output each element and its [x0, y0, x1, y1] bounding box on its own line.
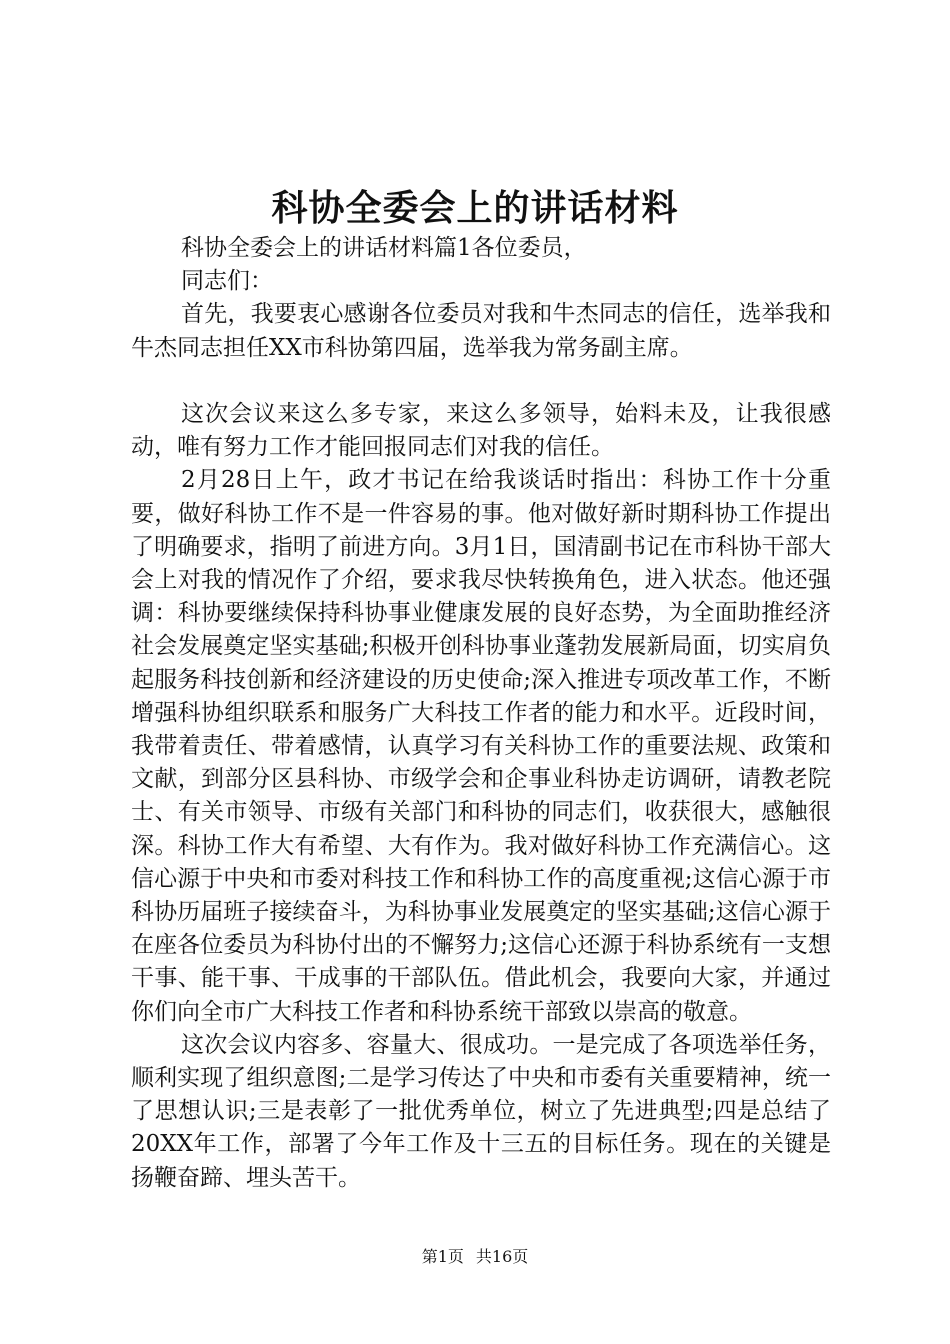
document-title: 科协全委会上的讲话材料 — [271, 187, 679, 229]
document-body — [131, 232, 831, 1195]
paragraph-instructions: 2月28日上午，政才书记在给我谈话时指出：科协工作十分重要，做好科协工作不是一件容易的事。他对做好新时期科协工作提出了明确要求，指明了前进方向。3月1日，国清副书记在市科协干部大会上对我的情况作了介绍，要求我尽快转换角色，进入状态。他还强调：科协要继续保持科协事业健康发展的良好态势，为全面助推经济社会发展奠定坚实基础;积极开创科协事业蓬勃发展新局面，切实肩负起服务科技创新和经济建设的历史使命;深入推进专项改革工作，不断增强科协组织联系和服务广大科技工作者的能力和水平。近段时间，我带着责任、带着感情，认真学习有关科协工作的重要法规、政策和文献，到部分区县科协、市级学会和企事业科协走访调研，请教老院士、有关市领导、市级有关部门和科协的同志们，收获很大，感触很深。科协工作大有希望、大有作为。我对做好科协工作充满信心。这信心源于中央和市委对科技工作和科协工作的高度重视;这信心源于市科协历届班子接续奋斗，为科协事业发展奠定的坚实基础;这信心源于在座各位委员为科协付出的不懈努力;这信心还源于科协系统有一支想干事、能干事、干成事的干部队伍。借此机会，我要向大家，并通过你们向全市广大科技工作者和科协系统干部致以崇高的敬意。 — [131, 467, 831, 1025]
paragraph-salutation: 同志们： — [181, 268, 273, 295]
paragraph-meeting: 这次会议来这么多专家，来这么多领导，始料未及，让我很感动，唯有努力工作才能回报同志们对我的信任。 — [131, 401, 831, 461]
paragraph-intro: 科协全委会上的讲话材料篇1各位委员， — [181, 235, 587, 261]
page-number: 第1页 — [421, 1247, 464, 1266]
paragraph-summary: 这次会议内容多、容量大、很成功。一是完成了各项选举任务，顺利实现了组织意图;二是学习传达了中央和市委有关重要精神，统一了思想认识;三是表彰了一批优秀单位，树立了先进典型;四是总结了20XX年工作，部署了今年工作及十三五的目标任务。现在的关键是扬鞭奋蹄、埋头苦干。 — [131, 1031, 831, 1191]
paragraph-thanks: 首先，我要衷心感谢各位委员对我和牛杰同志的信任，选举我和牛杰同志担任XX市科协第四届，选举我为常务副主席。 — [131, 301, 831, 361]
page-footer — [0, 1245, 950, 1269]
page-total: 共16页 — [475, 1247, 529, 1266]
